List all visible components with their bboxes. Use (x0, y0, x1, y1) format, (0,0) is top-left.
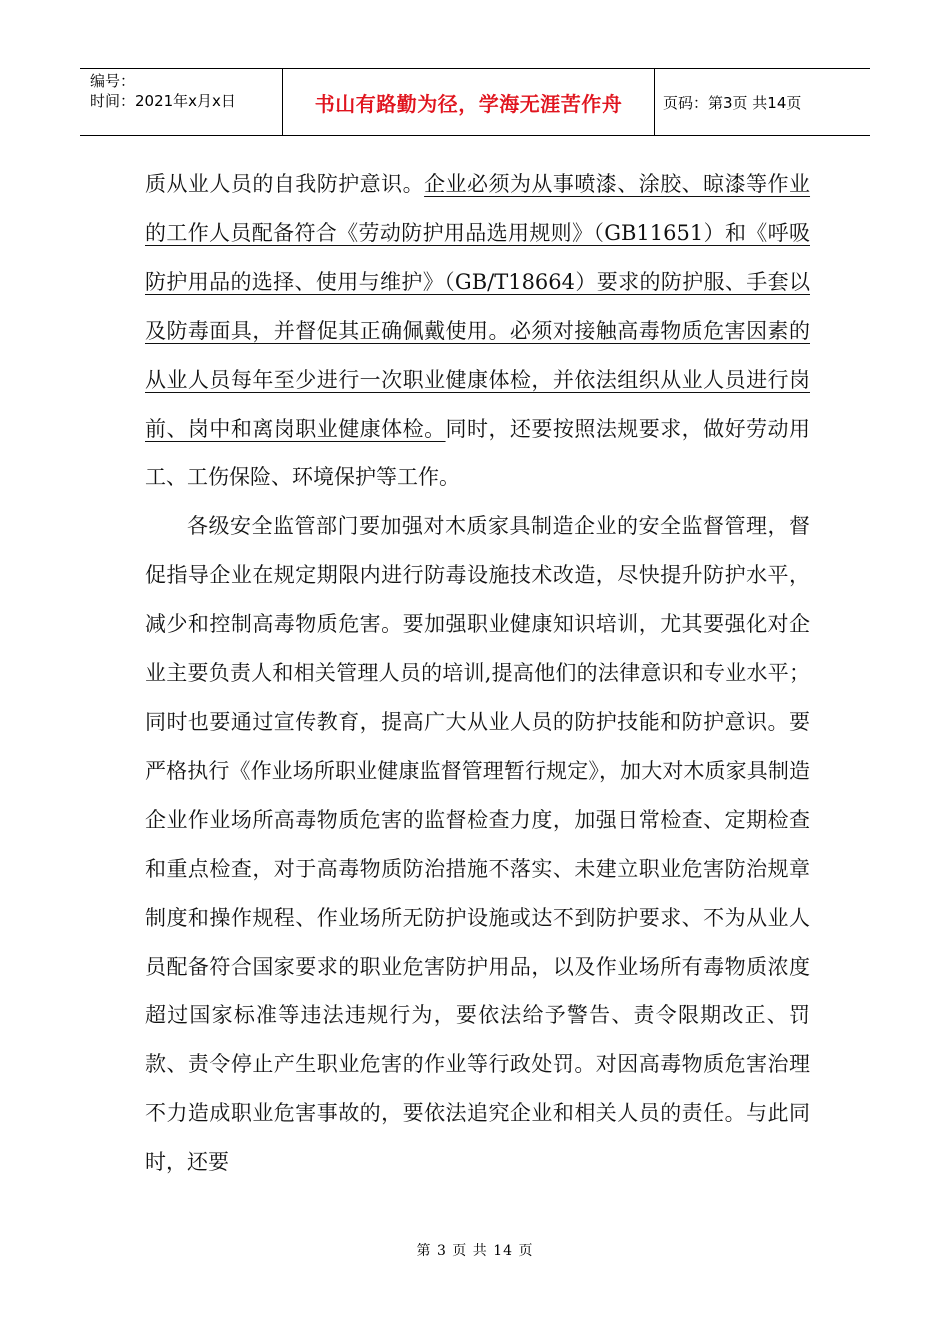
page-header (80, 68, 870, 136)
paragraph-1 (145, 160, 810, 502)
header-page-info: 页码：第3页 共14页 (663, 93, 802, 112)
document-date: 时间：2021年x月x日 (90, 92, 236, 110)
paragraph-1-tail: 同时，还要按照法规要求，做好劳动用工、工伤保险、环境保护等工作。 (145, 416, 811, 490)
header-meta (80, 69, 283, 135)
document-body (145, 160, 810, 1187)
paragraph-2: 各级安全监管部门要加强对木质家具制造企业的安全监督管理，督促指导企业在规定期限内进行防毒设施技术改造，尽快提升防护水平，减少和控制高毒物质危害。要加强职业健康知识培训，尤其要强化对企业主要负责人和相关管理人员的培训,提高他们的法律意识和专业水平；同时也要通过宣传教育，提高广大从业人员的防护技能和防护意识。要严格执行《作业场所职业健康监督管理暂行规定》，加大对木质家具制造企业作业场所高毒物质危害的监督检查力度，加强日常检查、定期检查和重点检查，对于高毒物质防治措施不落实、未建立职业危害防治规章制度和操作规程、作业场所无防护设施或达不到防护要求、不为从业人员配备符合国家要求的职业危害防护用品，以及作业场所有毒物质浓度超过国家标准等违法违规行为，要依法给予警告、责令限期改正、罚款、责令停止产生职业危害的作业等行政处罚。对因高毒物质危害治理不力造成职业危害事故的，要依法追究企业和相关人员的责任。与此同时，还要 (145, 514, 810, 1175)
paragraph-1-underlined: 企业必须为从事喷漆、涂胶、晾漆等作业的工作人员配备符合《劳动防护用品选用规则》（GB11651）和《呼吸防护用品的选择、使用与维护》（GB/T18664）要求的防护服、手套以及防毒面具，并督促其正确佩戴使用。必须对接触高毒物质危害因素的从业人员每年至少进行一次职业健康体检，并依法组织从业人员进行岗前、岗中和离岗职业健康体检。 (145, 172, 811, 441)
page-footer: 第 3 页 共 14 页 (416, 1243, 534, 1259)
paragraph-1-lead: 质从业人员的自我防护意识。 (145, 172, 425, 196)
header-motto: 书山有路勤为径，学海无涯苦作舟 (283, 69, 655, 135)
document-number-label: 编号： (90, 72, 136, 90)
